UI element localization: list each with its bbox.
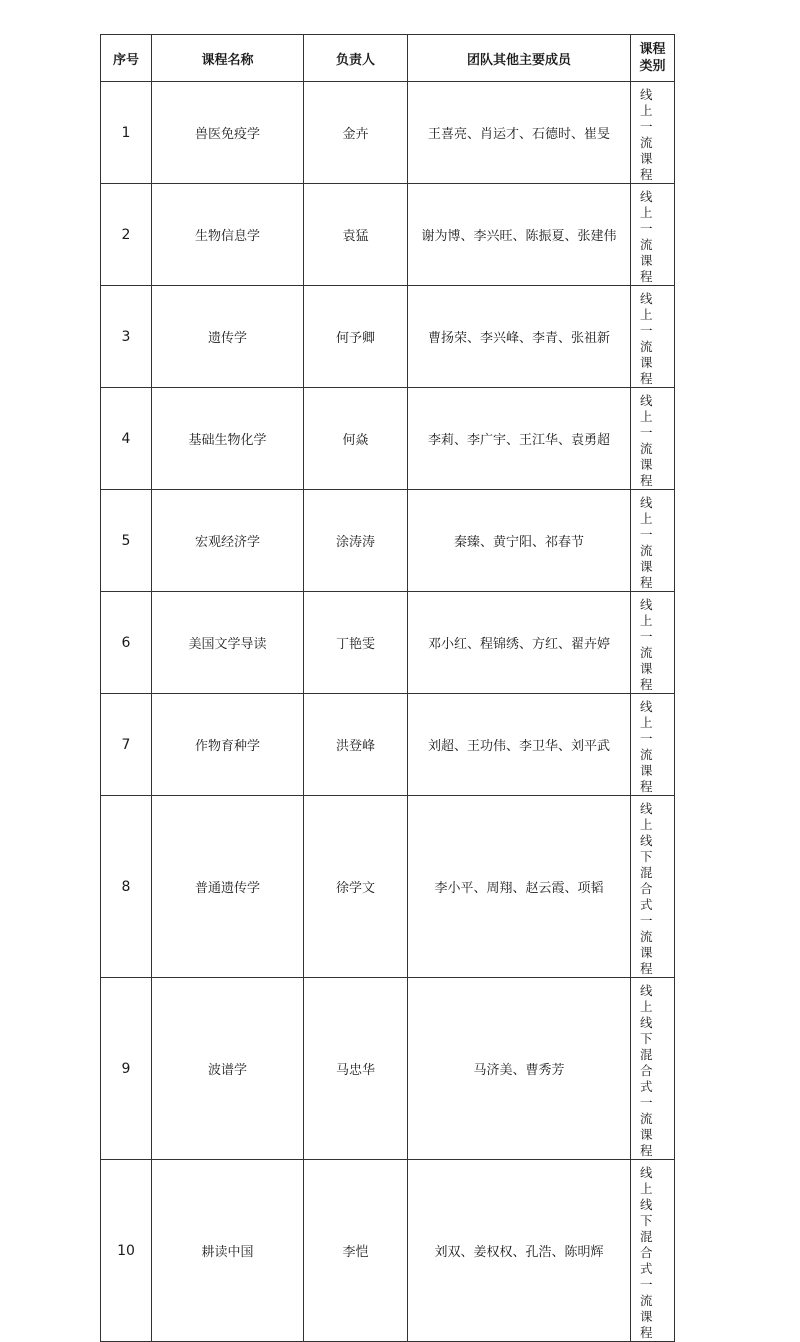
header-members: 团队其他主要成员 (408, 35, 631, 82)
row-members: 王喜亮、肖运才、石德时、崔旻 (408, 82, 631, 184)
row-members: 马济美、曹秀芳 (408, 978, 631, 1160)
row-leader: 丁艳雯 (304, 592, 408, 694)
row-course-type (631, 978, 675, 1160)
row-members: 刘超、王功伟、李卫华、刘平武 (408, 694, 631, 796)
table-row (101, 286, 675, 388)
header-leader: 负责人 (304, 35, 408, 82)
header-index: 序号 (101, 35, 152, 82)
row-course-name: 波谱学 (152, 978, 304, 1160)
row-leader: 何焱 (304, 388, 408, 490)
row-course-type (631, 694, 675, 796)
row-index: 9 (101, 978, 152, 1160)
row-index: 1 (101, 82, 152, 184)
row-course-name: 生物信息学 (152, 184, 304, 286)
row-leader: 袁猛 (304, 184, 408, 286)
row-leader: 洪登峰 (304, 694, 408, 796)
row-course-name: 兽医免疫学 (152, 82, 304, 184)
row-course-type-label: 线上线下混合式一流课程 (640, 983, 653, 1158)
row-index: 4 (101, 388, 152, 490)
row-members: 李莉、李广宇、王江华、袁勇超 (408, 388, 631, 490)
course-table (100, 34, 675, 1342)
row-course-type-label: 线上线下混合式一流课程 (640, 801, 653, 976)
row-course-name: 基础生物化学 (152, 388, 304, 490)
row-course-type (631, 184, 675, 286)
row-leader: 徐学文 (304, 796, 408, 978)
table-row (101, 1160, 675, 1342)
header-course-name: 课程名称 (152, 35, 304, 82)
row-course-name: 遗传学 (152, 286, 304, 388)
table-row (101, 490, 675, 592)
table-row (101, 694, 675, 796)
row-course-name: 普通遗传学 (152, 796, 304, 978)
row-course-type-label: 线上一流课程 (640, 291, 653, 386)
row-index: 6 (101, 592, 152, 694)
row-members: 曹扬荣、李兴峰、李青、张祖新 (408, 286, 631, 388)
row-course-type-label: 线上一流课程 (640, 597, 653, 692)
row-course-type-label: 线上一流课程 (640, 393, 653, 488)
row-course-name: 宏观经济学 (152, 490, 304, 592)
header-course-type (631, 35, 675, 82)
table-row (101, 796, 675, 978)
row-course-type-label: 线上一流课程 (640, 495, 653, 590)
row-course-type-label: 线上一流课程 (640, 189, 653, 284)
table-row (101, 82, 675, 184)
header-course-type-label: 课程类别 (639, 42, 666, 74)
row-course-type (631, 592, 675, 694)
row-course-type (631, 490, 675, 592)
table-row (101, 184, 675, 286)
table-row (101, 592, 675, 694)
row-course-type (631, 1160, 675, 1342)
row-course-type-label: 线上一流课程 (640, 699, 653, 794)
row-index: 10 (101, 1160, 152, 1342)
row-course-type (631, 82, 675, 184)
row-leader: 涂涛涛 (304, 490, 408, 592)
row-index: 5 (101, 490, 152, 592)
row-course-name: 作物育种学 (152, 694, 304, 796)
row-course-name: 耕读中国 (152, 1160, 304, 1342)
row-index: 8 (101, 796, 152, 978)
row-leader: 何予卿 (304, 286, 408, 388)
row-course-type-label: 线上线下混合式一流课程 (640, 1165, 653, 1340)
header-row (101, 35, 675, 82)
row-members: 谢为博、李兴旺、陈振夏、张建伟 (408, 184, 631, 286)
row-course-type (631, 388, 675, 490)
row-index: 3 (101, 286, 152, 388)
row-leader: 李恺 (304, 1160, 408, 1342)
row-course-type-label: 线上一流课程 (640, 87, 653, 182)
row-members: 刘双、姜权权、孔浩、陈明辉 (408, 1160, 631, 1342)
row-members: 秦臻、黄宁阳、祁春节 (408, 490, 631, 592)
row-members: 李小平、周翔、赵云霞、项韬 (408, 796, 631, 978)
row-leader: 金卉 (304, 82, 408, 184)
table-row (101, 388, 675, 490)
row-course-type (631, 796, 675, 978)
row-course-name: 美国文学导读 (152, 592, 304, 694)
row-leader: 马忠华 (304, 978, 408, 1160)
row-index: 7 (101, 694, 152, 796)
row-course-type (631, 286, 675, 388)
table-row (101, 978, 675, 1160)
row-members: 邓小红、程锦绣、方红、翟卉婷 (408, 592, 631, 694)
row-index: 2 (101, 184, 152, 286)
